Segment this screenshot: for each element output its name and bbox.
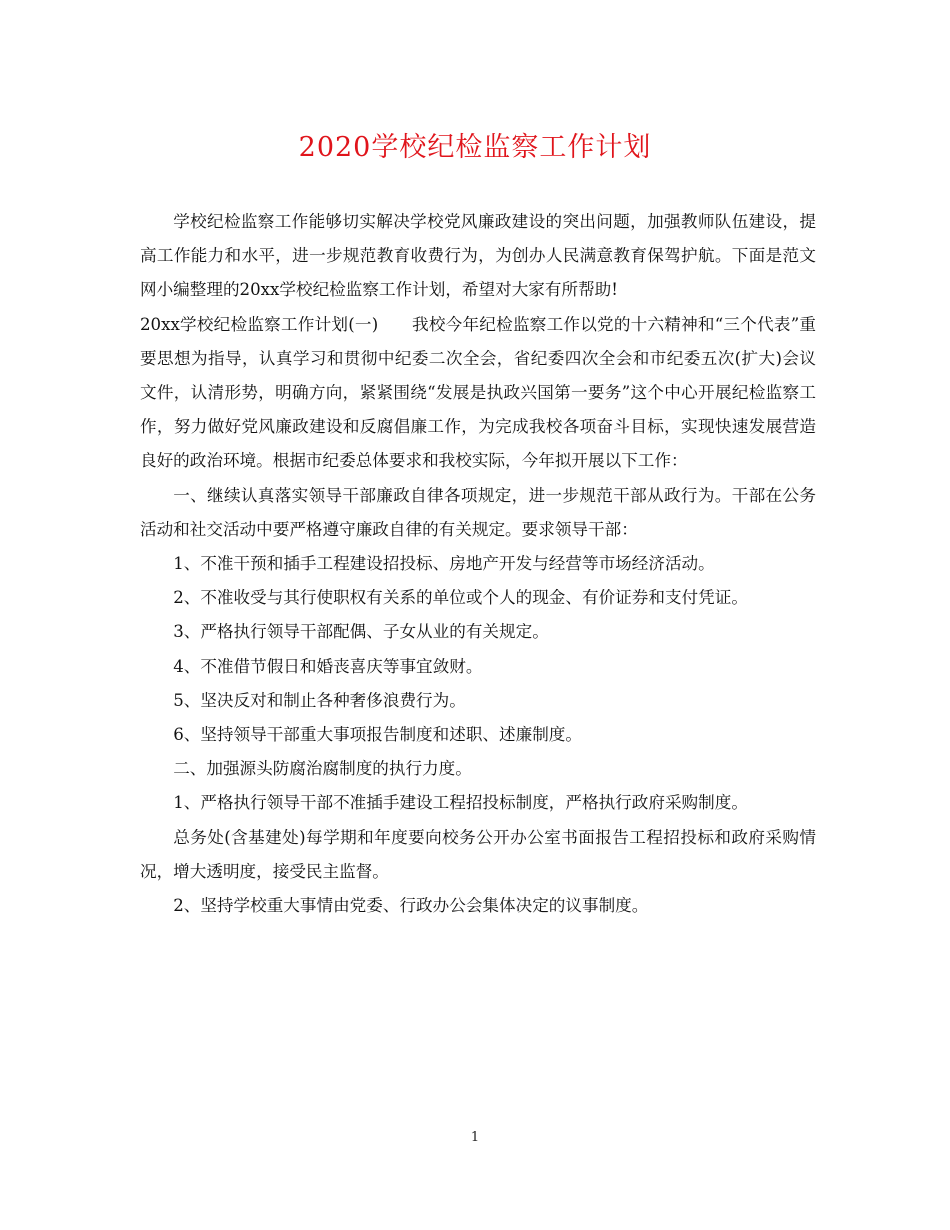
- list-item: 4、不准借节假日和婚丧喜庆等事宜敛财。: [173, 656, 483, 676]
- list-item: 1、不准干预和插手工程建设招投标、房地产开发与经营等市场经济活动。: [173, 554, 715, 574]
- list-item: 5、坚决反对和制止各种奢侈浪费行为。: [173, 690, 466, 710]
- paragraph-intro: 学校纪检监察工作能够切实解决学校党风廉政建设的突出问题，加强教师队伍建设，提高工作能力和水平，进一步规范教育收费行为，为创办人民满意教育保驾护航。下面是范文网小编整理的20xx学校纪检监察工作计划，希望对大家有所帮助!: [140, 212, 816, 300]
- page-number: 1: [470, 1130, 480, 1145]
- document-title: 2020学校纪检监察工作计划: [298, 132, 652, 163]
- paragraph-general-affairs: 总务处(含基建处)每学期和年度要向校务公开办公室书面报告工程招投标和政府采购情况，增大透明度，接受民主监督。: [140, 827, 816, 881]
- paragraph-plan-one: 20xx学校纪检监察工作计划(一) 我校今年纪检监察工作以党的十六精神和“三个代表”重要思想为指导，认真学习和贯彻中纪委二次全会，省纪委四次全会和市纪委五次(扩大)会议文件，认清形势，明确方向，紧紧围绕“发展是执政兴国第一要务”这个中心开展纪检监察工作，努力做好党风廉政建设和反腐倡廉工作，为完成我校各项奋斗目标，实现快速发展营造良好的政治环境。根据市纪委总体要求和我校实际，今年拟开展以下工作：: [140, 314, 816, 471]
- document-body: [140, 205, 816, 923]
- list-item: 1、严格执行领导干部不准插手建设工程招投标制度，严格执行政府采购制度。: [173, 793, 748, 813]
- list-item: 2、不准收受与其行使职权有关系的单位或个人的现金、有价证券和支付凭证。: [173, 588, 748, 608]
- list-item: 3、严格执行领导干部配偶、子女从业的有关规定。: [173, 622, 549, 642]
- list-item: 2、坚持学校重大事情由党委、行政办公会集体决定的议事制度。: [173, 896, 649, 916]
- list-item: 6、坚持领导干部重大事项报告制度和述职、述廉制度。: [173, 725, 582, 745]
- paragraph-section-one: 一、继续认真落实领导干部廉政自律各项规定，进一步规范干部从政行为。干部在公务活动和社交活动中要严格遵守廉政自律的有关规定。要求领导干部：: [140, 485, 816, 539]
- paragraph-section-two: 二、加强源头防腐治腐制度的执行力度。: [173, 759, 472, 779]
